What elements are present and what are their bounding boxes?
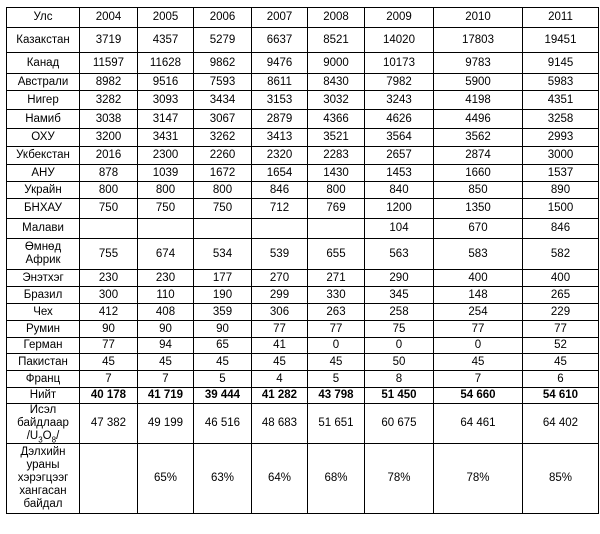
value-cell: 7 [80,371,138,388]
value-cell: 3200 [80,129,138,147]
value-cell: 254 [434,304,523,321]
value-cell: 110 [138,287,194,304]
value-cell: 7 [138,371,194,388]
value-cell: 265 [523,287,599,304]
value-cell: 90 [80,321,138,338]
value-cell: 90 [138,321,194,338]
header-year: 2010 [434,8,523,28]
table-row [7,129,599,147]
value-cell: 270 [252,270,308,287]
u3o8-label-part: O [42,430,52,442]
demand-coverage-cell: 64% [252,444,308,514]
value-cell: 45 [252,354,308,371]
value-cell: 412 [80,304,138,321]
demand-coverage-row [7,444,599,514]
value-cell: 3038 [80,110,138,129]
table-row [7,53,599,74]
value-cell: 9000 [308,53,365,74]
value-cell: 2016 [80,147,138,165]
value-cell: 3564 [365,129,434,147]
value-cell: 563 [365,239,434,270]
table-row [7,28,599,53]
value-cell: 177 [194,270,252,287]
value-cell: 3434 [194,91,252,110]
value-cell: 7 [434,371,523,388]
value-cell [252,219,308,239]
header-year: 2005 [138,8,194,28]
value-cell: 400 [523,270,599,287]
table-row [7,199,599,219]
value-cell: 4496 [434,110,523,129]
value-cell: 77 [80,338,138,354]
value-cell: 2879 [252,110,308,129]
value-cell [80,219,138,239]
value-cell: 45 [80,354,138,371]
value-cell: 3000 [523,147,599,165]
value-cell: 3258 [523,110,599,129]
value-cell: 1453 [365,165,434,182]
value-cell: 4626 [365,110,434,129]
u3o8-row [7,404,599,444]
value-cell: 8611 [252,74,308,91]
value-cell: 2874 [434,147,523,165]
value-cell: 750 [80,199,138,219]
value-cell: 45 [523,354,599,371]
total-value-cell: 51 450 [365,388,434,404]
country-cell: ОХУ [7,129,80,147]
value-cell: 674 [138,239,194,270]
table-row [7,321,599,338]
country-cell: Бразил [7,287,80,304]
value-cell: 17803 [434,28,523,53]
value-cell: 750 [194,199,252,219]
value-cell: 77 [308,321,365,338]
value-cell: 0 [434,338,523,354]
value-cell: 94 [138,338,194,354]
value-cell [308,219,365,239]
value-cell: 670 [434,219,523,239]
country-cell: Нигер [7,91,80,110]
value-cell: 3521 [308,129,365,147]
value-cell: 7982 [365,74,434,91]
value-cell: 6 [523,371,599,388]
total-row [7,388,599,404]
header-year: 2006 [194,8,252,28]
country-cell: Украйн [7,182,80,199]
u3o8-label-part: / [56,430,60,442]
value-cell: 8430 [308,74,365,91]
value-cell: 1660 [434,165,523,182]
value-cell: 3067 [194,110,252,129]
value-cell: 5 [194,371,252,388]
u3o8-value-cell: 48 683 [252,404,308,444]
country-cell: БНХАУ [7,199,80,219]
u3o8-value-cell: 49 199 [138,404,194,444]
country-cell: Өмнөд Африк [7,239,80,270]
value-cell: 77 [434,321,523,338]
table-row [7,239,599,270]
value-cell: 9516 [138,74,194,91]
value-cell: 1654 [252,165,308,182]
uranium-production-table [6,7,599,514]
value-cell: 539 [252,239,308,270]
value-cell: 5900 [434,74,523,91]
value-cell: 0 [365,338,434,354]
value-cell: 2283 [308,147,365,165]
table-body [7,28,599,514]
value-cell: 3431 [138,129,194,147]
u3o8-label-part: 8 [51,435,57,444]
table-row [7,219,599,239]
u3o8-value-cell: 51 651 [308,404,365,444]
table-row [7,110,599,129]
country-cell: Канад [7,53,80,74]
value-cell: 2300 [138,147,194,165]
value-cell: 655 [308,239,365,270]
value-cell: 582 [523,239,599,270]
value-cell: 7593 [194,74,252,91]
value-cell: 3147 [138,110,194,129]
value-cell: 8 [365,371,434,388]
value-cell: 271 [308,270,365,287]
value-cell: 4198 [434,91,523,110]
header-year: 2009 [365,8,434,28]
total-value-cell: 40 178 [80,388,138,404]
value-cell: 6637 [252,28,308,53]
total-label: Нийт [7,388,80,404]
value-cell: 534 [194,239,252,270]
value-cell: 9862 [194,53,252,74]
value-cell: 755 [80,239,138,270]
value-cell: 3243 [365,91,434,110]
header-year: 2011 [523,8,599,28]
country-cell: Пакистан [7,354,80,371]
value-cell: 1500 [523,199,599,219]
value-cell: 230 [138,270,194,287]
value-cell: 45 [308,354,365,371]
u3o8-value-cell: 60 675 [365,404,434,444]
value-cell: 1537 [523,165,599,182]
value-cell: 290 [365,270,434,287]
header-year: 2007 [252,8,308,28]
value-cell [194,219,252,239]
value-cell: 75 [365,321,434,338]
value-cell: 3153 [252,91,308,110]
value-cell: 4 [252,371,308,388]
value-cell: 230 [80,270,138,287]
value-cell: 1350 [434,199,523,219]
value-cell: 50 [365,354,434,371]
value-cell: 345 [365,287,434,304]
demand-coverage-cell: 65% [138,444,194,514]
value-cell: 77 [252,321,308,338]
value-cell: 11628 [138,53,194,74]
value-cell: 77 [523,321,599,338]
header-year: 2004 [80,8,138,28]
u3o8-label [7,404,80,444]
value-cell: 2657 [365,147,434,165]
value-cell: 104 [365,219,434,239]
value-cell: 8982 [80,74,138,91]
value-cell: 800 [194,182,252,199]
value-cell: 41 [252,338,308,354]
table-row [7,304,599,321]
value-cell: 3262 [194,129,252,147]
demand-coverage-label: Дэлхийн ураны хэрэгцээг хангасан байдал [7,444,80,514]
table-row [7,371,599,388]
value-cell: 800 [308,182,365,199]
total-value-cell: 41 719 [138,388,194,404]
country-cell: Австрали [7,74,80,91]
value-cell: 712 [252,199,308,219]
value-cell: 52 [523,338,599,354]
value-cell: 3719 [80,28,138,53]
value-cell: 846 [523,219,599,239]
demand-coverage-cell [80,444,138,514]
value-cell: 359 [194,304,252,321]
header-country: Улс [7,8,80,28]
table-row [7,270,599,287]
value-cell: 5983 [523,74,599,91]
value-cell: 258 [365,304,434,321]
value-cell: 750 [138,199,194,219]
table-row [7,147,599,165]
value-cell: 1039 [138,165,194,182]
value-cell: 850 [434,182,523,199]
header-row [7,8,599,28]
value-cell: 45 [138,354,194,371]
value-cell: 0 [308,338,365,354]
value-cell: 890 [523,182,599,199]
value-cell: 400 [434,270,523,287]
value-cell: 263 [308,304,365,321]
value-cell: 19451 [523,28,599,53]
u3o8-label-part: 3 [38,435,43,444]
value-cell: 9783 [434,53,523,74]
demand-coverage-cell: 68% [308,444,365,514]
value-cell: 5279 [194,28,252,53]
value-cell: 878 [80,165,138,182]
table-row [7,182,599,199]
value-cell: 3032 [308,91,365,110]
value-cell: 9145 [523,53,599,74]
table-row [7,338,599,354]
value-cell: 4351 [523,91,599,110]
country-cell: Румин [7,321,80,338]
country-cell: Казакстан [7,28,80,53]
value-cell: 583 [434,239,523,270]
total-value-cell: 41 282 [252,388,308,404]
value-cell: 800 [80,182,138,199]
value-cell: 1430 [308,165,365,182]
u3o8-label-part: Исэл байдлаар /U [17,404,69,442]
u3o8-value-cell: 64 402 [523,404,599,444]
value-cell: 45 [194,354,252,371]
demand-coverage-cell: 63% [194,444,252,514]
value-cell: 2320 [252,147,308,165]
country-cell: Чех [7,304,80,321]
country-cell: Герман [7,338,80,354]
country-cell: АНУ [7,165,80,182]
value-cell: 10173 [365,53,434,74]
value-cell: 2993 [523,129,599,147]
value-cell: 3093 [138,91,194,110]
value-cell: 190 [194,287,252,304]
value-cell: 840 [365,182,434,199]
value-cell: 90 [194,321,252,338]
value-cell: 45 [434,354,523,371]
demand-coverage-cell: 78% [434,444,523,514]
table-row [7,354,599,371]
value-cell: 306 [252,304,308,321]
country-cell: Укбекстан [7,147,80,165]
table-row [7,287,599,304]
uranium-production-table-container [6,7,599,514]
value-cell: 846 [252,182,308,199]
country-cell: Франц [7,371,80,388]
value-cell: 4357 [138,28,194,53]
country-cell: Энэтхэг [7,270,80,287]
value-cell: 14020 [365,28,434,53]
country-cell: Малави [7,219,80,239]
value-cell: 408 [138,304,194,321]
value-cell: 3282 [80,91,138,110]
value-cell: 5 [308,371,365,388]
total-value-cell: 39 444 [194,388,252,404]
demand-coverage-cell: 78% [365,444,434,514]
u3o8-value-cell: 46 516 [194,404,252,444]
value-cell [138,219,194,239]
header-year: 2008 [308,8,365,28]
value-cell: 299 [252,287,308,304]
value-cell: 148 [434,287,523,304]
total-value-cell: 54 610 [523,388,599,404]
value-cell: 65 [194,338,252,354]
value-cell: 330 [308,287,365,304]
value-cell: 8521 [308,28,365,53]
u3o8-value-cell: 47 382 [80,404,138,444]
value-cell: 769 [308,199,365,219]
value-cell: 3562 [434,129,523,147]
value-cell: 3413 [252,129,308,147]
demand-coverage-cell: 85% [523,444,599,514]
country-cell: Намиб [7,110,80,129]
value-cell: 1672 [194,165,252,182]
table-row [7,165,599,182]
u3o8-value-cell: 64 461 [434,404,523,444]
value-cell: 4366 [308,110,365,129]
value-cell: 300 [80,287,138,304]
total-value-cell: 43 798 [308,388,365,404]
total-value-cell: 54 660 [434,388,523,404]
table-row [7,91,599,110]
value-cell: 9476 [252,53,308,74]
value-cell: 800 [138,182,194,199]
value-cell: 229 [523,304,599,321]
value-cell: 2260 [194,147,252,165]
value-cell: 1200 [365,199,434,219]
table-row [7,74,599,91]
value-cell: 11597 [80,53,138,74]
